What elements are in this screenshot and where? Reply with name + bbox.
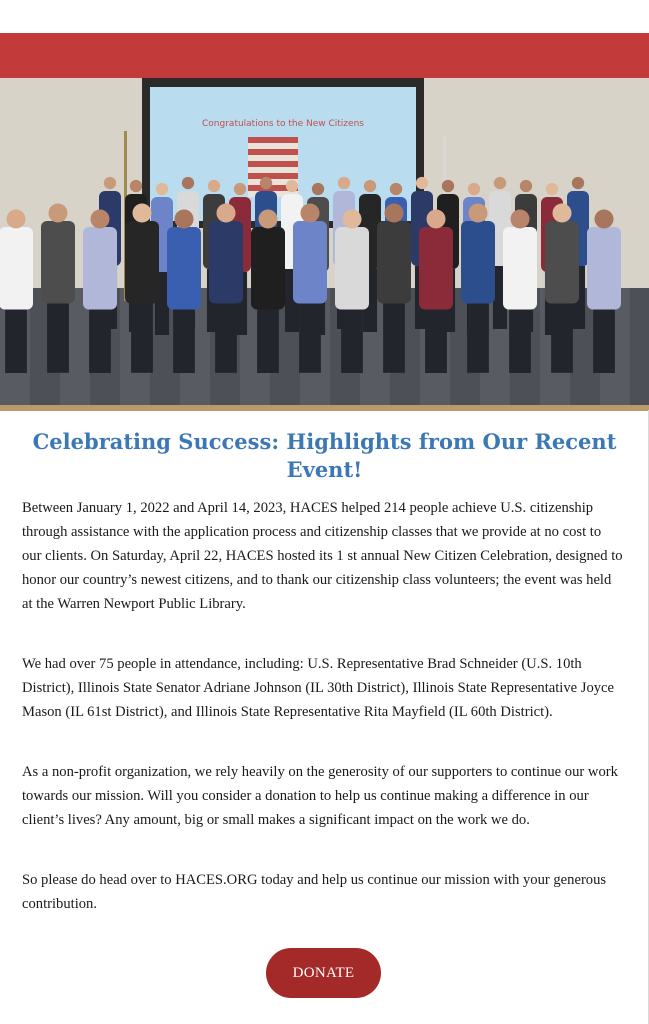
person-legs (383, 304, 405, 373)
projector-screen-title: Congratulations to the New Citizens (202, 119, 364, 129)
person-head (510, 209, 529, 228)
person-head (342, 209, 361, 228)
article-paragraph-4: So please do head over to HACES.ORG today and help us continue our mission with your generous contribution. (22, 872, 607, 912)
person-legs (131, 304, 153, 373)
person-legs (425, 310, 447, 374)
person-legs (89, 310, 111, 374)
person-head (174, 209, 193, 228)
person-body (41, 221, 75, 304)
person-head (312, 183, 324, 195)
person-head (208, 180, 220, 192)
person-head (384, 203, 403, 222)
person-body (419, 227, 453, 310)
person-head (520, 180, 532, 192)
person-legs (173, 310, 195, 374)
person-legs (341, 310, 363, 374)
person-legs (5, 310, 27, 374)
person-head (572, 177, 584, 189)
person-legs (593, 310, 615, 374)
article-paragraph-3: As a non-profit organization, we rely heavily on the generosity of our supporters to continue our work towards our mission. Will you consider a donation to help us continue making a difference in our client’s lives? Any amount, big or small makes a significant impact on the work we do. (22, 764, 618, 828)
person-head (260, 177, 272, 189)
person-head (286, 180, 298, 192)
person-body (377, 221, 411, 304)
person-head (416, 177, 428, 189)
person-head (216, 203, 235, 222)
person-head (494, 177, 506, 189)
person-legs (467, 304, 489, 373)
person-head (6, 209, 25, 228)
person-body (545, 221, 579, 304)
person-head (594, 209, 613, 228)
person-head (546, 183, 558, 195)
person-legs (215, 304, 237, 373)
person-body (125, 221, 159, 304)
person-head (182, 177, 194, 189)
person-head (552, 203, 571, 222)
person-legs (47, 304, 69, 373)
person-head (90, 209, 109, 228)
person-body (503, 227, 537, 310)
person-head (234, 183, 246, 195)
person-head (426, 209, 445, 228)
person-head (442, 180, 454, 192)
person-head (104, 177, 116, 189)
person-head (156, 183, 168, 195)
photo-floor-trim (0, 405, 649, 411)
group-of-people (0, 163, 649, 373)
person-head (364, 180, 376, 192)
person-body (83, 227, 117, 310)
article-paragraph-1: Between January 1, 2022 and April 14, 2023, HACES helped 214 people achieve U.S. citizenship through assistance with the application process and citizenship classes that we provide at no cost to our clients. On Saturday, April 22, HACES hosted its 1 st annual New Citizen Celebration, designed to honor our country’s newest citizens, and to thank our citizenship class volunteers; the event was held at the Warren Newport Public Library. (22, 500, 623, 612)
person-head (48, 203, 67, 222)
person-body (293, 221, 327, 304)
article-paragraph-2: We had over 75 people in attendance, including: U.S. Representative Brad Schneider (U.S. 10th District), Illinois State Senator Adriane Johnson (IL 30th District), Illinois State Representative Joyce Mason (IL 61st District), and Illinois State Representative Rita Mayfield (IL 60th District). (22, 656, 615, 720)
person-head (258, 209, 277, 228)
donate-button[interactable]: DONATE (266, 948, 381, 998)
person-body (335, 227, 369, 310)
person-legs (509, 310, 531, 374)
person-legs (257, 310, 279, 374)
photo-red-wall (0, 33, 649, 78)
person-body (209, 221, 243, 304)
person-body (587, 227, 621, 310)
person-head (132, 203, 151, 222)
event-group-photo (0, 33, 649, 411)
person-head (338, 177, 350, 189)
person-body (0, 227, 33, 310)
person-body (167, 227, 201, 310)
article-heading: Celebrating Success: Highlights from Our Recent Event! (32, 429, 617, 482)
person-body (461, 221, 495, 304)
person-head (300, 203, 319, 222)
person-head (390, 183, 402, 195)
person-head (468, 183, 480, 195)
person-legs (551, 304, 573, 373)
person-legs (299, 304, 321, 373)
person-body (251, 227, 285, 310)
person-head (468, 203, 487, 222)
person-head (130, 180, 142, 192)
